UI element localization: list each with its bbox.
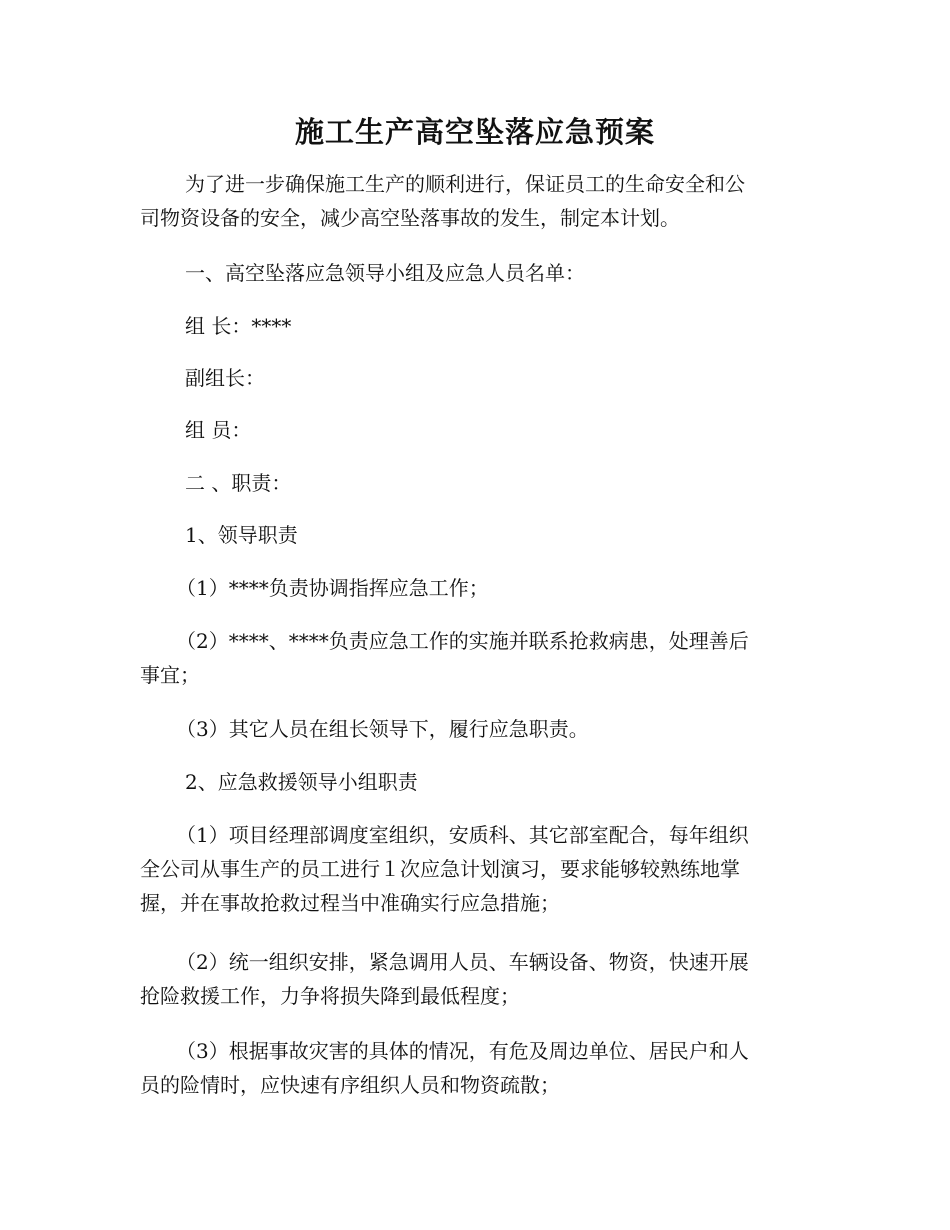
sub2-item1 [140,818,810,920]
sub2-item1-line-1: （1）项目经理部调度室组织，安质科、其它部室配合，每年组织 [176,823,749,847]
sub1-heading [140,518,810,552]
sub2-item2-line-2: 抢险救援工作，力争将损失降到最低程度； [140,984,520,1008]
sub1-item3-text: （3）其它人员在组长领导下，履行应急职责。 [176,717,589,741]
members-text: 组 员： [185,418,252,442]
sub2-heading [140,765,810,799]
sub1-item2-line-1: （2）****、****负责应急工作的实施并联系抢救病患，处理善后 [176,629,749,653]
sub2-item3-line-1: （3）根据事故灾害的具体的情况，有危及周边单位、居民户和人 [176,1039,749,1063]
sub1-item1 [140,571,810,605]
section2-heading [140,466,810,500]
deputy-line [140,361,810,395]
section2-heading-text: 二 、职责： [185,471,292,495]
intro-line-1: 为了进一步确保施工生产的顺利进行，保证员工的生命安全和公 [185,172,745,196]
sub1-item2 [140,624,810,692]
sub2-item3-line-2: 员的险情时，应快速有序组织人员和物资疏散； [140,1073,560,1097]
document-title: 施工生产高空坠落应急预案 [294,115,655,149]
sub1-item2-line-2: 事宜； [140,663,200,687]
sub2-item1-line-2: 全公司从事生产的员工进行１次应急计划演习，要求能够较熟练地掌 [140,857,740,881]
deputy-text: 副组长： [185,366,265,390]
sub1-item3 [140,712,810,746]
sub1-item1-text: （1）****负责协调指挥应急工作； [176,576,489,600]
intro-line-2: 司物资设备的安全，减少高空坠落事故的发生，制定本计划。 [140,206,680,230]
section1-heading-text: 一、高空坠落应急领导小组及应急人员名单： [185,261,585,285]
sub2-heading-text: 2、应急救援领导小组职责 [185,770,418,794]
intro-paragraph [140,167,810,235]
sub2-item2 [140,945,810,1013]
sub2-item1-line-3: 握，并在事故抢救过程当中准确实行应急措施； [140,891,560,915]
leader-text: 组 长：**** [185,314,292,338]
sub1-heading-text: 1、领导职责 [185,523,298,547]
section1-heading [140,256,810,290]
sub2-item2-line-1: （2）统一组织安排，紧急调用人员、车辆设备、物资，快速开展 [176,950,749,974]
members-line [140,413,810,447]
leader-line [140,309,810,343]
sub2-item3 [140,1034,810,1102]
